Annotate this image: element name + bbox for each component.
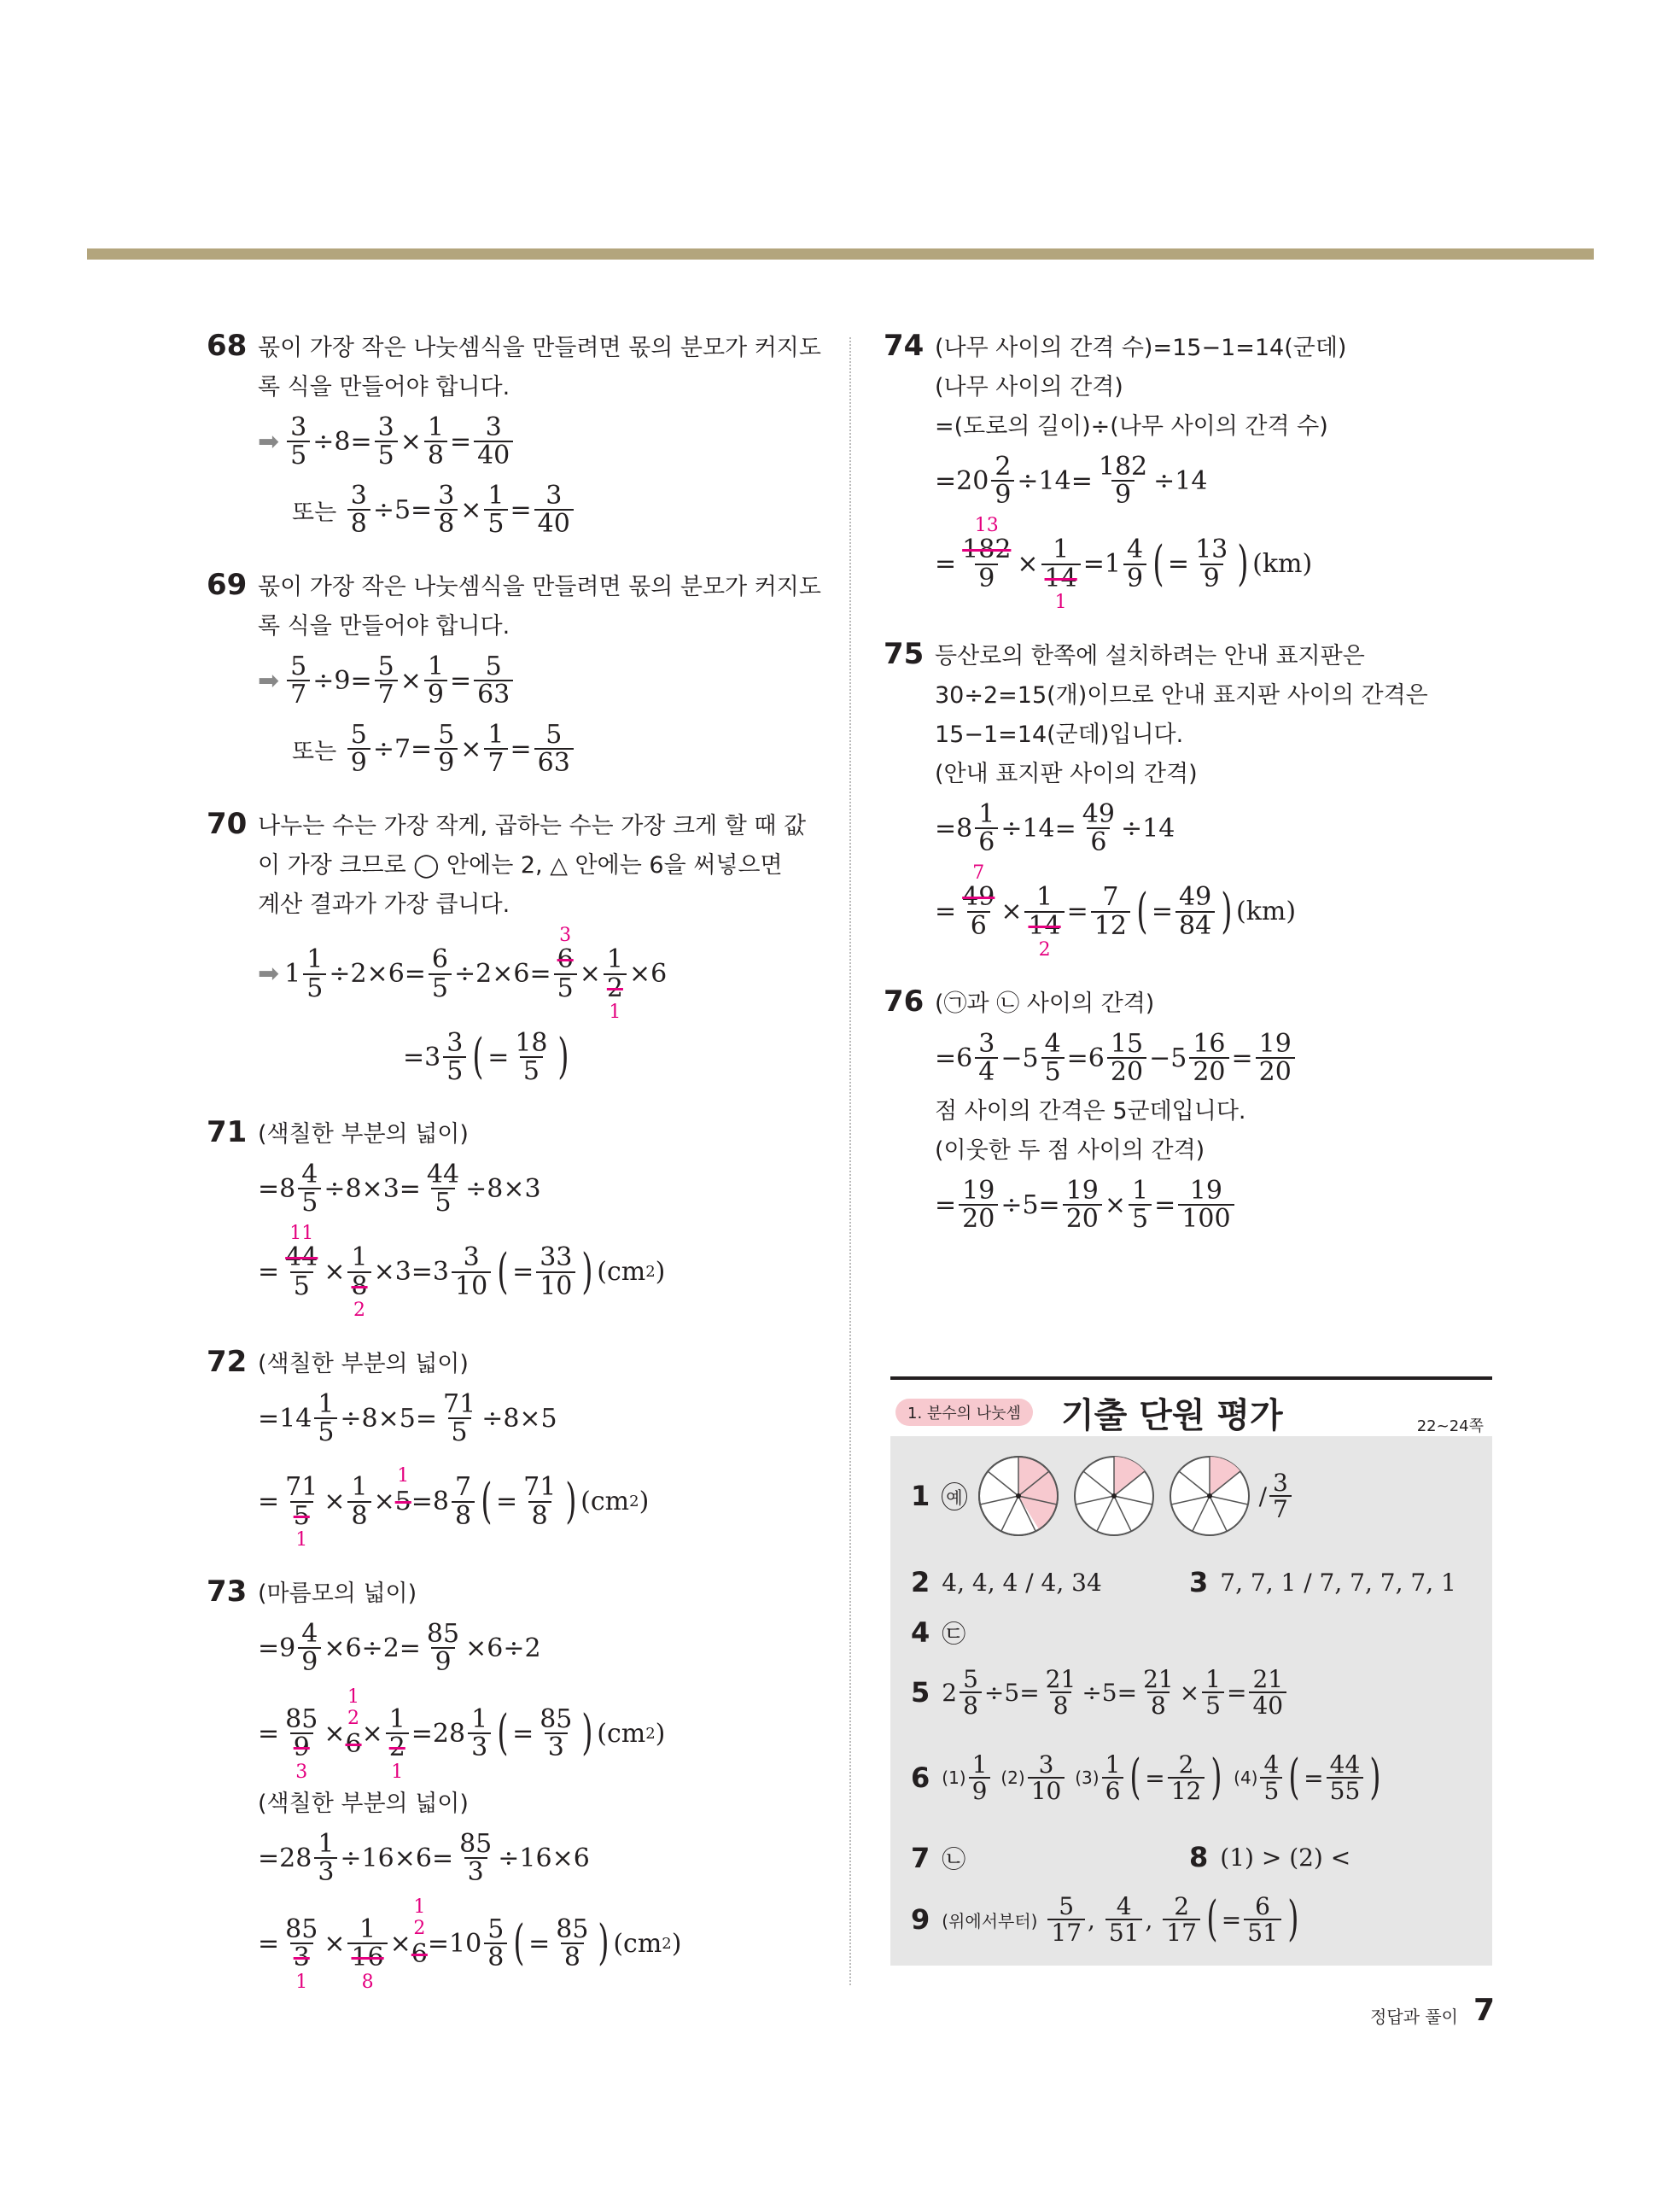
equation: = 71 5 1 × 1 8 × 1 5 =8 7 8 ( = 71 8 ) (cm 2 ) (258, 1465, 650, 1551)
problem-number: 68 (207, 329, 248, 363)
problem-number: 70 (207, 807, 248, 841)
problem-text: (이웃한 두 점 사이의 간격) (935, 1137, 1205, 1164)
arrow-icon: ➡ (258, 665, 280, 696)
unit-label: (cm (597, 1257, 646, 1287)
equation: = 13 182 9 × 1 14 1 =1 4 9 ( = 13 9 ) (km) (935, 515, 1313, 613)
equation: =9 4 9 ×6÷2= 85 9 ×6÷2 (258, 1618, 541, 1677)
left-column (207, 329, 821, 2019)
problem-text: (색칠한 부분의 넓이) (258, 1351, 469, 1377)
problem-text: 계산 결과가 가장 큽니다. (258, 891, 510, 918)
problem-number: 74 (884, 329, 925, 363)
equation: = 85 3 1 × 1 16 8 × 1 2 6 =10 5 8 ( = 85 8 ) (cm 2 ) (258, 1896, 682, 1993)
review-title: 기출 단원 평가 (1061, 1396, 1283, 1435)
equation: = 11 44 5 × 1 8 2 ×3=3 3 10 ( = 33 10 ) (cm 2 ) (258, 1223, 666, 1321)
problem-69 (207, 568, 821, 783)
problem-text: (안내 표지판 사이의 간격) (935, 761, 1198, 787)
alt-label: 또는 (292, 499, 337, 526)
review-pages: 22~24쪽 (1416, 1417, 1484, 1435)
review-header (890, 1376, 1492, 1436)
problem-number: 75 (884, 637, 925, 671)
right-column (884, 329, 1532, 1263)
equation: ➡ 3 5 ÷8= 3 5 × 1 8 = 3 40 (258, 407, 821, 476)
problem-76 (884, 984, 1532, 1239)
unit-label: (cm (613, 1928, 662, 1959)
unit-label: (cm (597, 1718, 646, 1749)
answer-4: 4 ㉢ (911, 1616, 966, 1649)
arrow-icon: ➡ (258, 426, 280, 457)
answer-3: 3 7, 7, 1 / 7, 7, 7, 7, 1 (1189, 1566, 1456, 1598)
unit-badge: 1. 분수의 나눗셈 (895, 1399, 1033, 1426)
problem-75 (884, 637, 1532, 961)
answer-7: 7 ㉡ (911, 1842, 966, 1874)
problem-73 (207, 1575, 821, 1995)
pie-diagram-2 (1071, 1453, 1157, 1539)
equation: =8 1 6 ÷14= 49 6 ÷14 (935, 798, 1175, 857)
problem-text: 점 사이의 간격은 5군데입니다. (935, 1098, 1246, 1125)
unit-label: (cm (580, 1487, 630, 1516)
equation: =6 3 4 −5 4 5 =6 15 20 −5 16 20 = 19 20 (935, 1024, 1532, 1092)
equation: =28 1 3 ÷16×6= 85 3 ÷16×6 (258, 1828, 590, 1887)
equation: = 19 20 ÷5= 19 20 × 1 5 = 19 100 (935, 1171, 1532, 1239)
equation: =3 3 5 ( = 18 5 ) (403, 1027, 569, 1086)
equation: =20 2 9 ÷14= 182 9 ÷14 (935, 451, 1208, 510)
problem-text: (색칠한 부분의 넓이) (258, 1791, 469, 1817)
answer-9: 9 (위에서부터) 5 17 , 4 51 , 2 17 ( = 6 51 ) (911, 1891, 1299, 1948)
answer-2: 2 4, 4, 4 / 4, 34 (911, 1566, 1102, 1598)
problem-74 (884, 329, 1532, 613)
problem-text: 록 식을 만들어야 합니다. (258, 613, 510, 640)
problem-number: 69 (207, 568, 248, 602)
problem-text: (나무 사이의 간격) (935, 374, 1123, 400)
problem-text: (나무 사이의 간격 수)=15−1=14(군데) (935, 335, 1347, 361)
problem-71 (207, 1115, 821, 1321)
pie-diagram-3 (1167, 1453, 1252, 1539)
problem-70 (207, 807, 821, 1091)
arrow-icon: ➡ (258, 959, 280, 989)
problem-text: 30÷2=15(개)이므로 안내 표지판 사이의 간격은 (935, 682, 1428, 709)
problem-number: 73 (207, 1575, 248, 1609)
problem-number: 76 (884, 984, 925, 1019)
problem-68 (207, 329, 821, 544)
equation: ➡ 1 1 5 ÷2×6= 6 5 ÷2×6= 3 6 5 × 1 2 1 ×6 (258, 925, 668, 1023)
problem-number: 71 (207, 1115, 248, 1149)
equation: = 85 9 3 × 1 2 6 × 1 2 1 =28 1 3 ( = 85 3 ) (cm 2 ) (258, 1686, 666, 1783)
example-label: 예 (942, 1482, 966, 1510)
pie-diagram-1 (976, 1453, 1061, 1539)
equation: 또는 5 9 ÷7= 5 9 × 1 7 = 5 63 (258, 715, 821, 783)
unit-label: (km) (1236, 897, 1297, 926)
column-divider (849, 337, 851, 1985)
problem-text: =(도로의 길이)÷(나무 사이의 간격 수) (935, 413, 1328, 440)
equation: ➡ 5 7 ÷9= 5 7 × 1 9 = 5 63 (258, 646, 821, 715)
page-number: 7 (1473, 1993, 1496, 2028)
equation: =8 4 5 ÷8×3= 44 5 ÷8×3 (258, 1159, 541, 1218)
problem-text: 몫이 가장 작은 나눗셈식을 만들려면 몫의 분모가 커지도 (258, 335, 821, 361)
problem-text: 이 가장 크므로 ◯ 안에는 2, △ 안에는 6을 써넣으면 (258, 852, 783, 879)
answer-5: 5 2 5 8 ÷5= 21 8 ÷5= 21 8 × 1 5 = 21 40 (911, 1667, 1289, 1719)
answer-8: 8 (1) > (2) < (1189, 1841, 1351, 1873)
top-rule (87, 248, 1594, 260)
problem-text: (㉠과 ㉡ 사이의 간격) (935, 990, 1155, 1017)
problem-text: (마름모의 넓이) (258, 1580, 417, 1607)
equation: 또는 3 8 ÷5= 3 8 × 1 5 = 3 40 (258, 476, 821, 544)
equation: = 7 49 6 × 1 14 2 = 7 12 ( = 49 84 ) (km) (935, 862, 1297, 961)
problem-text: 등산로의 한쪽에 설치하려는 안내 표지판은 (935, 643, 1365, 669)
alt-label: 또는 (292, 738, 337, 765)
unit-label: (km) (1252, 549, 1313, 579)
problem-text: 15−1=14(군데)입니다. (935, 722, 1184, 748)
problem-text: (색칠한 부분의 넓이) (258, 1121, 469, 1148)
answer-1: 1 예 / 3 7 (911, 1453, 1294, 1539)
review-box (890, 1376, 1492, 1966)
problem-text: 록 식을 만들어야 합니다. (258, 374, 510, 400)
problem-text: 나누는 수는 가장 작게, 곱하는 수는 가장 크게 할 때 값 (258, 813, 807, 839)
answer-6: 6 (1) 1 9 (2) 3 10 (3) 1 6 ( = 2 12 ) (4) 4 5 ( = 44 55 ) (911, 1750, 1381, 1806)
equation: =14 1 5 ÷8×5= 71 5 ÷8×5 (258, 1388, 557, 1447)
problem-72 (207, 1345, 821, 1551)
problem-text: 몫이 가장 작은 나눗셈식을 만들려면 몫의 분모가 커지도 (258, 574, 821, 600)
problem-number: 72 (207, 1345, 248, 1379)
footer-label: 정답과 풀이 (1370, 2007, 1458, 2027)
